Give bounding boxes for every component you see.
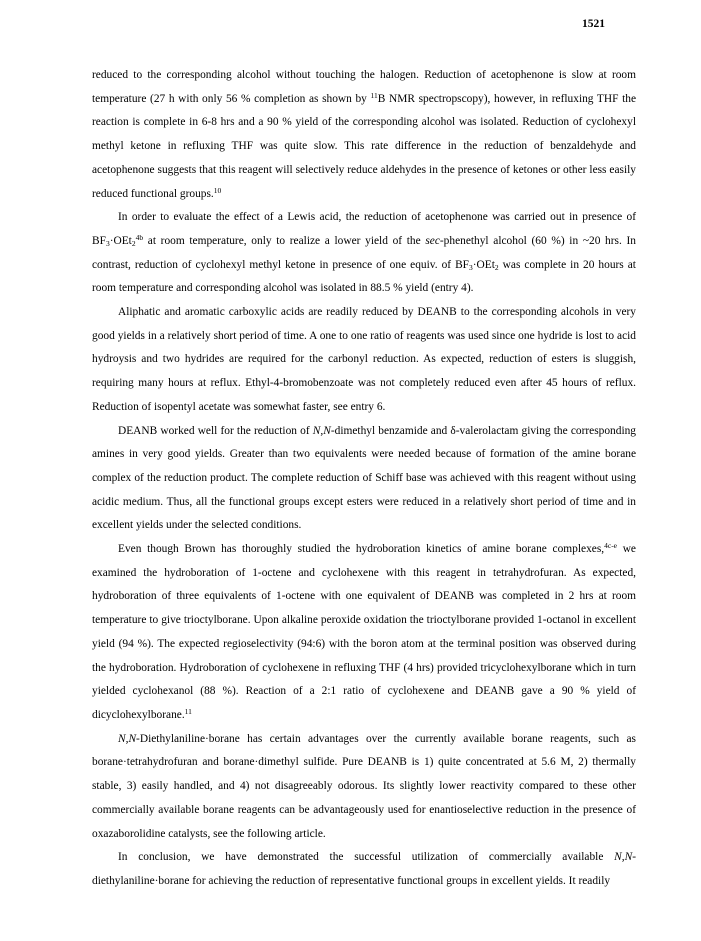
italic-text: sec (425, 234, 440, 247)
text-run: Even though Brown has thoroughly studied the hydroboration kinetics of amine borane complexes, (118, 543, 605, 556)
text-run: ·OEt (109, 234, 132, 247)
paragraph (92, 301, 636, 420)
text-run: reduced to the corresponding alcohol without touching the halogen. Reduction of acetophenone is slow at room temperature (27 h with only 56 % completion as shown by (92, 69, 636, 105)
subscript: 2 (131, 238, 136, 248)
italic-text: N,N (312, 424, 331, 437)
text-run: -Diethylaniline·borane has certain advantages over the currently available borane reagents, such as borane·tetrahydrofuran and borane·dimethyl sulfide. Pure DEANB is 1) quite concentrated at 5.6 M, 2) thermally stable, 3) easily handled, and 4) not disagreeably odorous. Its slightly lower reactivity compared to these other commercially available borane reagents can be advantageously used for enantioselective reduction in the presence of oxazaborolidine catalysts, see the following article. (92, 732, 636, 840)
paragraph (92, 728, 636, 847)
text-run: -dimethyl benzamide and δ-valerolactam giving the corresponding amines in very good yields. Greater than two equivalents were needed because of formation of the amine borane complex of the reduction product. The complete reduction of Schiff base was achieved with this reagent without using acidic medium. Thus, all the functional groups except esters were reduced in a relatively short period of time and in excellent yields under the selected conditions. (92, 424, 637, 532)
subscript: 3 (469, 262, 473, 272)
italic-text: N,N (118, 732, 137, 745)
text-run: Aliphatic and aromatic carboxylic acids are readily reduced by DEANB to the corresponding alcohols in very good yields in a relatively short period of time. A one to one ratio of reagents was used since one hydride is lost to acid hydroysis and two hydrides are required for the carbonyl reduction. As expected, reduction of esters is sluggish, requiring many hours at reflux. Ethyl-4-bromobenzoate was not completely reduced even after 45 hours of reflux. Reduction of isopentyl acetate was somewhat faster, see entry 6. (92, 306, 636, 413)
paragraph (92, 206, 636, 301)
superscript: 10 (213, 185, 222, 195)
text-run: -diethylaniline·borane for achieving the reduction of representative functional groups in excellent yields. It readily (92, 851, 636, 887)
paragraph (92, 538, 636, 728)
paragraph (92, 64, 636, 206)
text-run: we examined the hydroboration of 1-octene and cyclohexene with this reagent in tetrahydrofuran. As expected, hydroboration of three equivalents of 1-octene with one equivalent of DEANB was completed in 2 hrs at room temperature to give trioctylborane. Upon alkaline peroxide oxidation the trioctylborane provided 1-octanol in excellent yield (94 %). The expected regioselectivity (94:6) with the boron atom at the terminal position was observed during the hydroboration. Hydroboration of cyclohexene in refluxing THF (4 hrs) provided tricyclohexylborane which in turn yielded cyclohexanol (88 %). Reaction of a 2:1 ratio of cyclohexene and DEANB gave a 90 % yield of dicyclohexylborane. (92, 543, 636, 721)
paragraph (92, 420, 636, 539)
text-run: In order to evaluate the effect of a Lewis acid, the reduction of acetophenone was carried out in presence of BF (92, 211, 636, 247)
text-run: B NMR spectropscopy), however, in refluxing THF the reaction is complete in 6-8 hrs and a 90 % yield of the corresponding alcohol was isolated. Reduction of cyclohexyl methyl ketone in refluxing THF was quite slow. This rate difference in the reduction of benzaldehyde and acetophenone suggests that this reagent will selectively reduce aldehydes in the presence of ketones or other less easily reduced functional groups. (92, 92, 636, 200)
page-number: 1521 (582, 18, 605, 30)
superscript: 11 (184, 706, 192, 716)
superscript: 11 (370, 90, 378, 100)
subscript: 3 (105, 238, 110, 248)
italic-text: N,N (614, 851, 633, 864)
text-run: -phenethyl alcohol (60 %) in ~20 hrs. In contrast, reduction of cyclohexyl methyl ketone in presence of one equiv. of BF (92, 234, 636, 271)
text-run: DEANB worked well for the reduction of (118, 424, 313, 437)
text-run: was complete in 20 hours at room temperature and corresponding alcohol was isolated in 88.5 % yield (entry 4). (92, 258, 636, 295)
text-run: ·OEt (472, 258, 495, 271)
body-text (92, 64, 636, 894)
text-run: at room temperature, only to realize a lower yield of the (143, 234, 426, 247)
subscript: 2 (494, 262, 499, 272)
paragraph (92, 846, 636, 893)
text-run: In conclusion, we have demonstrated the successful utilization of commercially available (118, 851, 615, 864)
superscript: 4c-e (604, 541, 618, 551)
superscript: 4b (135, 232, 144, 242)
